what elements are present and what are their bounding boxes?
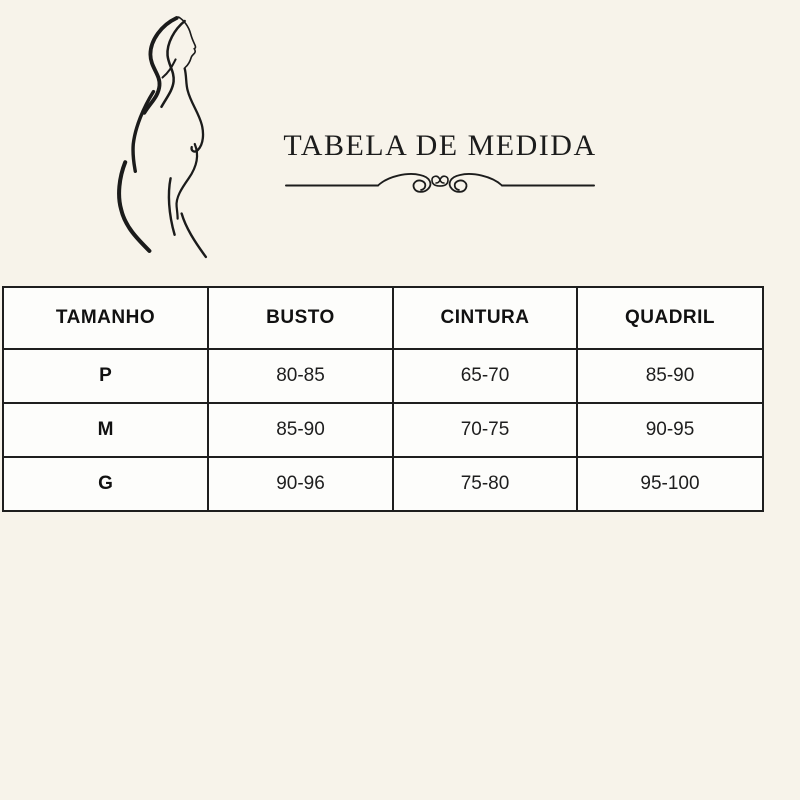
col-header-busto: BUSTO [208, 287, 393, 349]
quadril-cell: 90-95 [577, 403, 763, 457]
table-row-p [3, 349, 763, 403]
cintura-cell: 70-75 [393, 403, 577, 457]
size-cell: P [3, 349, 208, 403]
size-cell: M [3, 403, 208, 457]
page-title: TABELA DE MEDIDA [283, 129, 597, 162]
quadril-cell: 85-90 [577, 349, 763, 403]
cintura-cell: 75-80 [393, 457, 577, 511]
table-row-m [3, 403, 763, 457]
table-row-g [3, 457, 763, 511]
col-header-cintura: CINTURA [393, 287, 577, 349]
cintura-cell: 65-70 [393, 349, 577, 403]
table-header-row [3, 287, 763, 349]
busto-cell: 85-90 [208, 403, 393, 457]
size-table [2, 286, 764, 512]
busto-cell: 80-85 [208, 349, 393, 403]
quadril-cell: 95-100 [577, 457, 763, 511]
busto-cell: 90-96 [208, 457, 393, 511]
size-cell: G [3, 457, 208, 511]
col-header-tamanho: TAMANHO [3, 287, 208, 349]
flourish-divider-icon [283, 171, 597, 201]
col-header-quadril: QUADRIL [577, 287, 763, 349]
